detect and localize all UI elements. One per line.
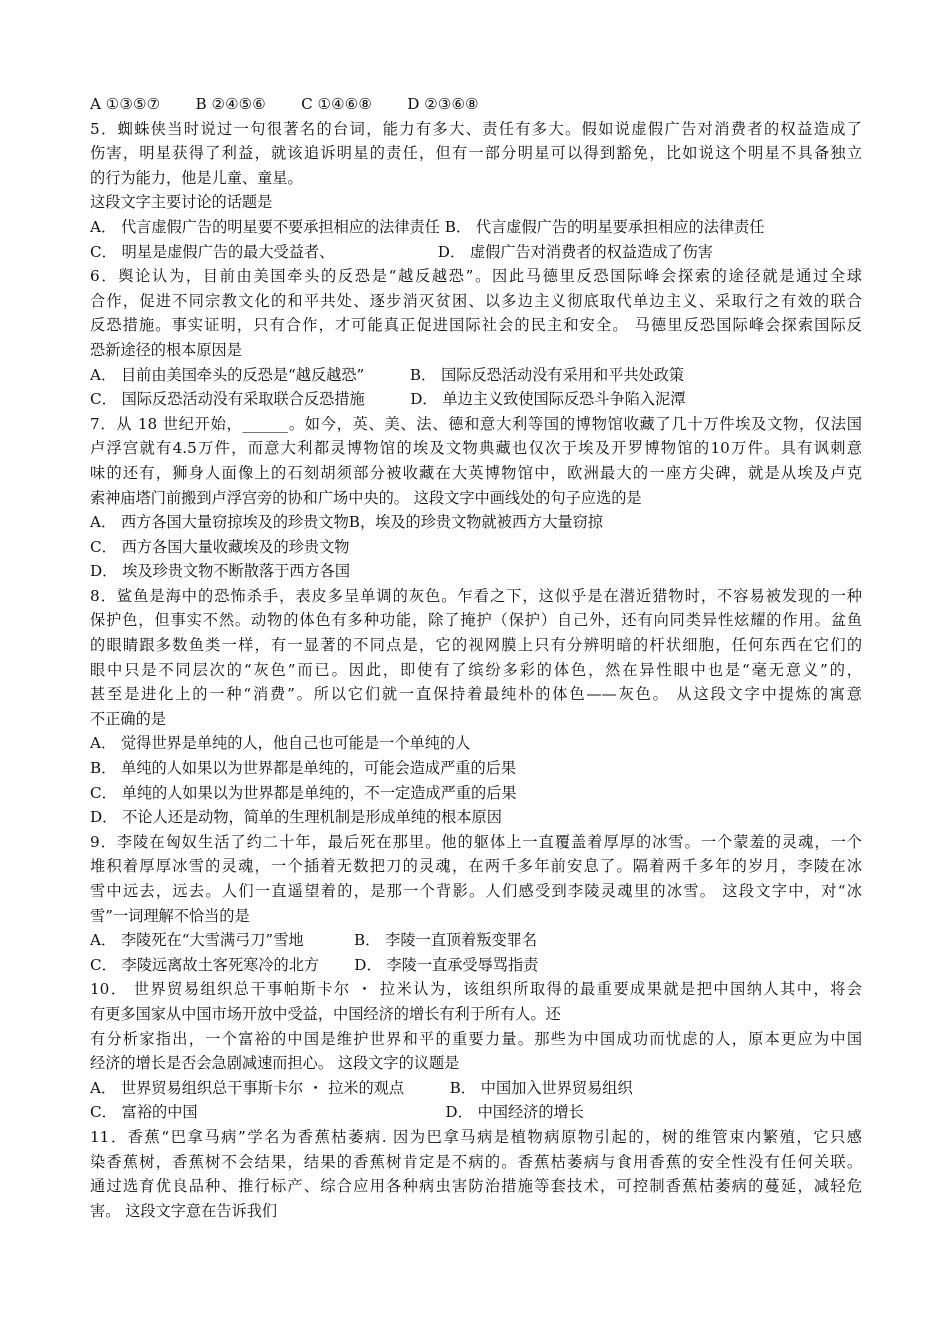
q6-stem-line-1: 6．舆论认为，目前由美国牵头的反恐是“越反越恐”。因此马德里反恐国际峰会探索的途径就是通过全球 xyxy=(90,267,862,286)
q7-stem-line-1: 7．从 18 世纪开始，______。如今，英、美、法、德和意大利等国的博物馆收藏了几十万件埃及文物，仅法国 xyxy=(90,414,862,433)
q10-stem-line-1: 10． 世界贸易组织总干事帕斯卡尔 ・ 拉米认为，该组织所取得的最重要成果就是把中国纳人其中，将会 xyxy=(90,980,862,999)
q5-stem-line-3: 的行为能力，他是儿童、童星。 xyxy=(90,168,303,187)
q5-stem-line-1: 5．蜘蛛侠当时说过一句很著名的台词，能力有多大、责任有多大。假如说虚假广告对消费者的权益造成了 xyxy=(90,119,862,138)
q6-stem-line-4: 恐新途径的根本原因是 xyxy=(90,340,242,359)
q10-stem-line-4: 经济的增长是否会急剧减速而担心。 这段文字的议题是 xyxy=(90,1054,460,1073)
q6-options-cd: C． 国际反恐活动没有采取联合反恐措施 D． 单边主义致使国际反恐斗争陷入泥潭 xyxy=(90,390,686,409)
q8-stem-line-1: 8．鲨鱼是海中的恐怖杀手，表皮多呈单调的灰色。乍看之下，这似乎是在潜近猎物时，不容易被发现的一种 xyxy=(90,586,862,605)
q7-option-d: D． 埃及珍贵文物不断散落于西方各国 xyxy=(90,562,351,581)
q9-options-ab: A． 李陵死在“大雪满弓刀”雪地 B． 李陵一直顶着叛变罪名 xyxy=(90,931,538,950)
q8-stem-line-2: 保护色，但事实不然。动物的体色有多种功能，除了掩护（保护）自己外，还有向同类异性炫耀的作用。盆鱼 xyxy=(90,611,862,630)
q4-options-line: A ①③⑤⑦ B ②④⑤⑥ C ①④⑥⑧ D ②③⑥⑧ xyxy=(90,95,479,113)
q6-stem-line-2: 合作，促进不同宗教文化的和平共处、逐步消灭贫困、以多边主义彻底取代单边主义、采取行之有效的联合 xyxy=(90,291,862,310)
q8-stem-line-4: 眼中只是不同层次的“灰色”而已。因此，即使有了缤纷多彩的体色，然在异性眼中也是“毫无意义”的， xyxy=(90,660,862,679)
q9-stem-line-4: 雪”一词理解不恰当的是 xyxy=(90,906,250,925)
q7-stem-line-2: 卢浮宫就有4.5万件，而意大利都灵博物馆的埃及文物典藏也仅次于埃及开罗博物馆的10万件。具有讽刺意 xyxy=(90,439,862,458)
q5-options-cd: C． 明星是虚假广告的最大受益者、 D． 虚假广告对消费者的权益造成了伤害 xyxy=(90,242,713,261)
q7-stem-line-3: 味的还有，狮身人面像上的石刻胡须部分被收藏在大英博物馆中，欧洲最大的一座方尖碑，就是从埃及卢克 xyxy=(90,463,862,482)
q9-stem-line-2: 堆积着厚厚冰雪的灵魂，一个插着无数把刀的灵魂，在两千多年前安息了。隔着两千多年的岁月，李陵在冰 xyxy=(90,857,862,876)
q8-option-b: B． 单纯的人如果以为世界都是单纯的，可能会造成严重的后果 xyxy=(90,759,517,778)
q8-option-c: C． 单纯的人如果以为世界都是单纯的，不一定造成严重的后果 xyxy=(90,783,517,802)
q9-options-cd: C． 李陵远离故土客死寒冷的北方 D． 李陵一直承受辱骂指责 xyxy=(90,955,539,974)
q5-options-ab: A． 代言虚假广告的明星要不要承担相应的法律责任 B． 代言虚假广告的明星要承担相应的法律责任 xyxy=(90,217,765,236)
q8-stem-line-6: 不正确的是 xyxy=(90,709,166,728)
q10-stem-line-2: 有更多国家从中国市场开放中受益，中国经济的增长有利于所有人。还 xyxy=(90,1004,561,1023)
q10-stem-line-3: 有分析家指出，一个富裕的中国是维护世界和平的重要力量。那些为中国成功而忧虑的人，原本更应为中国 xyxy=(90,1029,862,1048)
q9-stem-line-3: 雪中远去，远去。人们一直遥望着的，是那一个背影。人们感受到李陵灵魂里的冰雪。 这段文字中，对“冰 xyxy=(90,882,862,900)
q8-stem-line-3: 的眼睛跟多数鱼类一样，有一显著的不同点是，它的视网膜上只有分辨明暗的杆状细胞，任何东西在它们的 xyxy=(90,636,862,655)
q11-stem-line-1: 11．香蕉“巴拿马病”学名为香蕉枯萎病. 因为巴拿马病是植物病原物引起的，树的维管束内繁殖，它只感 xyxy=(90,1127,862,1146)
q11-stem-line-4: 害。 这段文字意在告诉我们 xyxy=(90,1201,278,1220)
q8-option-a: A． 觉得世界是单纯的人，他自己也可能是一个单纯的人 xyxy=(90,734,471,753)
q7-option-c: C． 西方各国大量收藏埃及的珍贵文物 xyxy=(90,537,350,556)
q6-stem-line-3: 反恐措施。事实证明，只有合作，才可能真正促进国际社会的民主和安全。 马德里反恐国际峰会探索国际反 xyxy=(90,316,862,335)
q7-stem-line-4: 索神庙塔门前搬到卢浮宫旁的协和广场中央的。 这段文字中画线处的句子应选的是 xyxy=(90,488,642,507)
q11-stem-line-3: 通过选育优良品种、推行标产、综合应用各种病虫害防治措施等套技术，可控制香蕉枯萎病的蔓延，减轻危 xyxy=(90,1177,862,1196)
q8-stem-line-5: 甚至是进化上的一种“消费”。所以它们就一直保持着最纯朴的体色——灰色。 从这段文字中提炼的寓意 xyxy=(90,685,862,704)
q6-options-ab: A． 目前由美国牵头的反恐是“越反越恐” B． 国际反恐活动没有采用和平共处政策 xyxy=(90,365,685,384)
q5-prompt: 这段文字主要讨论的话题是 xyxy=(90,193,273,212)
q8-option-d: D． 不论人还是动物，简单的生理机制是形成单纯的根本原因 xyxy=(90,808,502,827)
q7-option-ab: A． 西方各国大量窃掠埃及的珍贵文物B，埃及的珍贵文物就被西方大量窃掠 xyxy=(90,513,603,532)
q9-stem-line-1: 9．李陵在匈奴生活了约二十年，最后死在那里。他的躯体上一直覆盖着厚厚的冰雪。一个蒙羞的灵魂，一个 xyxy=(90,832,862,851)
q10-options-cd: C． 富裕的中国 D． 中国经济的增长 xyxy=(90,1103,584,1122)
q11-stem-line-2: 染香蕉树，香蕉树不会结果，结果的香蕉树肯定是不病的。香蕉枯萎病与食用香蕉的安全性没有任何关联。 xyxy=(90,1152,862,1171)
q5-stem-line-2: 伤害，明星获得了利益，就该追诉明星的责任，但有一部分明星可以得到豁免，比如说这个明星不具备独立 xyxy=(90,144,862,163)
q10-options-ab: A． 世界贸易组织总干事斯卡尔 ・ 拉米的观点 B． 中国加入世界贸易组织 xyxy=(90,1078,633,1097)
